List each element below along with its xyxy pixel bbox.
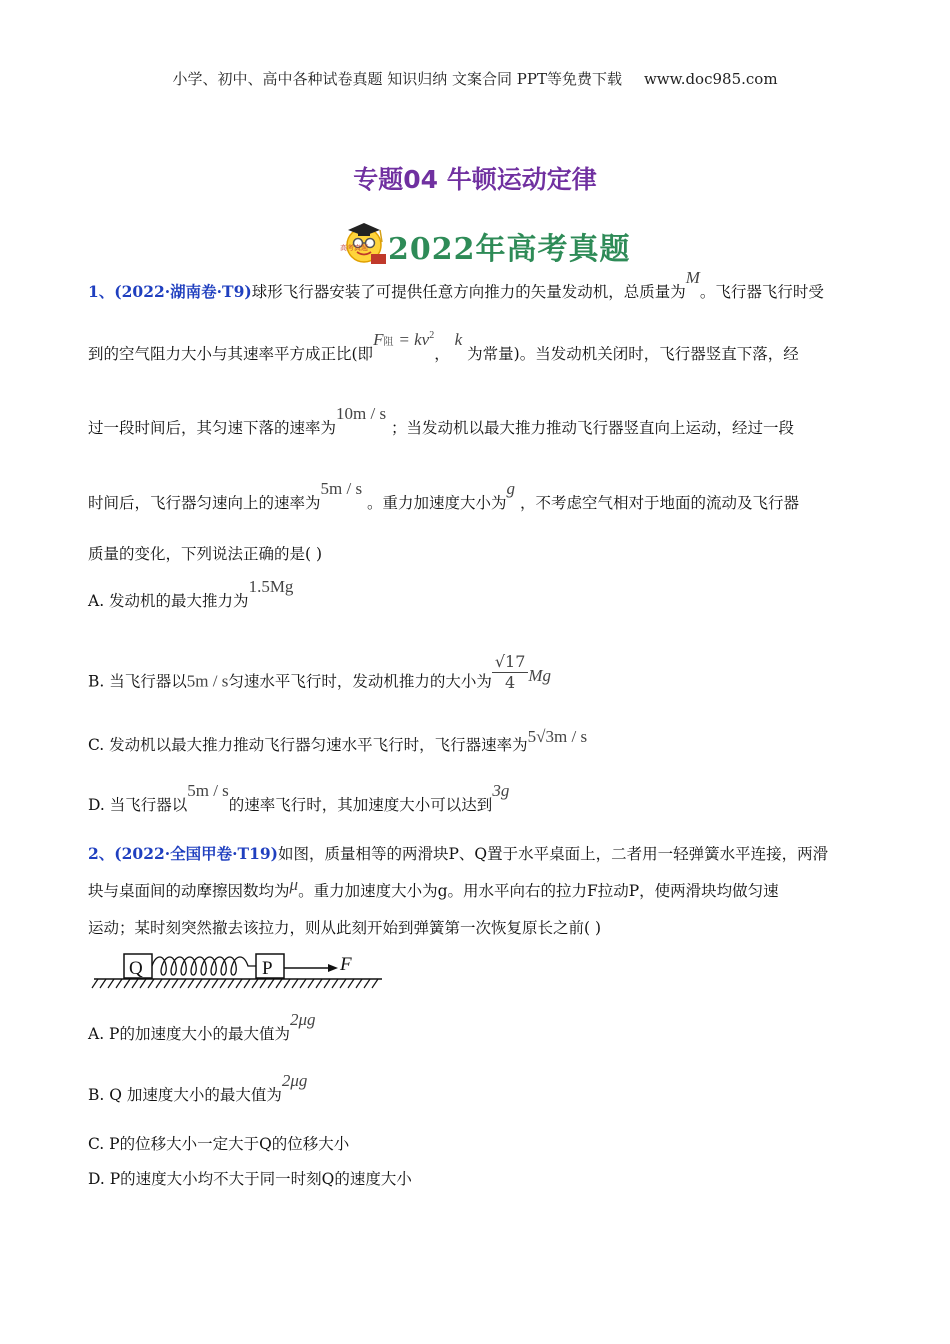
banner-text: 2022年高考真题 — [388, 232, 631, 267]
q2-line-1 — [88, 844, 828, 864]
math-Mg: Mg — [528, 665, 552, 685]
option-text: 匀速水平飞行时，发动机推力的大小为 — [228, 672, 492, 691]
fraction-denominator: 4 — [505, 673, 516, 692]
fraction-numerator: √17 — [492, 652, 529, 673]
math-M: M — [685, 268, 700, 287]
math-v2: 5m / s — [320, 479, 363, 498]
math-option-a: 1.5Mg — [248, 577, 294, 596]
math-option-c: 5√3m / s — [527, 727, 588, 746]
math-2mug: 2μg — [289, 1010, 316, 1029]
math-g: g — [506, 479, 516, 498]
math-2mug: 2μg — [281, 1071, 308, 1090]
q2-option-c: C. P的位移大小一定大于Q的位移大小 — [88, 1135, 350, 1153]
q1-line-5: 质量的变化，下列说法正确的是( ) — [88, 545, 323, 563]
q1-option-d — [88, 781, 510, 815]
header-text: 小学、初中、高中各种试卷真题 知识归纳 文案合同 PPT等免费下载 — [172, 70, 622, 88]
arrow-icon — [328, 964, 338, 972]
ground-hatch-icon — [92, 979, 378, 988]
option-text: C. 发动机以最大推力推动飞行器匀速水平飞行时，飞行器速率为 — [88, 736, 528, 754]
q2-option-b — [88, 1071, 308, 1105]
math-mu: μ — [289, 875, 299, 894]
spring-icon — [152, 957, 256, 975]
option-text: A. 发动机的最大推力为 — [88, 592, 249, 610]
logo-text: 高考真题 — [340, 244, 368, 252]
q1-text: 时间后，飞行器匀速向上的速率为 — [88, 494, 321, 512]
block-p-label: P — [262, 958, 273, 979]
q1-text: ，不考虑空气相对于地面的流动及飞行器 — [519, 494, 799, 512]
q1-text: 。飞行器飞行时受 — [699, 283, 824, 301]
year-banner — [338, 220, 631, 268]
q1-line-2 — [88, 330, 799, 367]
math-option-d-speed: 5m / s — [187, 781, 229, 800]
option-text: B. 当飞行器以 — [88, 672, 187, 691]
option-text: 的速率飞行时，其加速度大小可以达到 — [228, 796, 493, 814]
mascot-logo-icon — [338, 220, 388, 268]
force-label: F — [340, 954, 352, 975]
q1-line-1 — [88, 268, 824, 302]
q1-option-a — [88, 577, 294, 611]
q2-tag: 2、(2022·全国甲卷·T19) — [88, 844, 278, 863]
q1-line-3 — [88, 404, 795, 438]
math-kv: = kv — [398, 330, 430, 349]
math-fraction — [492, 652, 529, 693]
header-site: www.doc985.com — [643, 70, 778, 88]
q2-line-2 — [88, 875, 779, 901]
option-text: D. 当飞行器以 — [88, 796, 188, 814]
q1-text: ， — [434, 345, 450, 363]
math-3g: 3g — [492, 781, 510, 800]
q1-text: ；当发动机以最大推力推动飞行器竖直向上运动，经过一段 — [391, 419, 795, 437]
option-text: B. Q 加速度大小的最大值为 — [88, 1086, 282, 1104]
page-title: 专题04 牛顿运动定律 — [353, 165, 597, 194]
q1-text: 。重力加速度大小为 — [367, 494, 507, 512]
math-k: k — [454, 330, 463, 349]
math-square: 2 — [429, 330, 435, 341]
math-sub: 阻 — [383, 337, 394, 348]
block-q-label: Q — [129, 958, 143, 979]
q1-text: 到的空气阻力大小与其速率平方成正比(即 — [88, 345, 374, 363]
math-drag-formula — [373, 331, 434, 349]
q1-text: 为常量)。当发动机关闭时，飞行器竖直下落，经 — [467, 345, 799, 363]
q2-option-a — [88, 1010, 316, 1044]
q2-line-3: 运动；某时刻突然撤去该拉力，则从此刻开始到弹簧第一次恢复原长之前( ) — [88, 919, 602, 937]
option-text: A. P的加速度大小的最大值为 — [88, 1025, 290, 1043]
q1-tag: 1、(2022·湖南卷·T9) — [88, 282, 252, 301]
q1-text: 球形飞行器安装了可提供任意方向推力的矢量发动机，总质量为 — [251, 283, 686, 301]
q1-option-b — [88, 652, 552, 703]
q2-text: 。重力加速度大小为g。用水平向右的拉力F拉动P，使两滑块均做匀速 — [298, 882, 779, 900]
q1-option-c — [88, 727, 588, 755]
page-header — [0, 68, 950, 89]
q1-text: 过一段时间后，其匀速下落的速率为 — [88, 419, 337, 437]
math-option-b-speed: 5m / s — [186, 671, 229, 691]
q1-line-4 — [88, 479, 799, 513]
spring-blocks-diagram — [88, 950, 388, 994]
q2-text: 如图，质量相等的两滑块P、Q置于水平桌面上，二者用一轻弹簧水平连接，两滑 — [278, 845, 829, 863]
q2-text: 块与桌面间的动摩擦因数均为 — [88, 882, 290, 900]
math-F: F — [373, 330, 384, 349]
q2-option-d: D. P的速度大小均不大于同一时刻Q的速度大小 — [88, 1170, 412, 1188]
math-v1: 10m / s — [336, 404, 387, 423]
